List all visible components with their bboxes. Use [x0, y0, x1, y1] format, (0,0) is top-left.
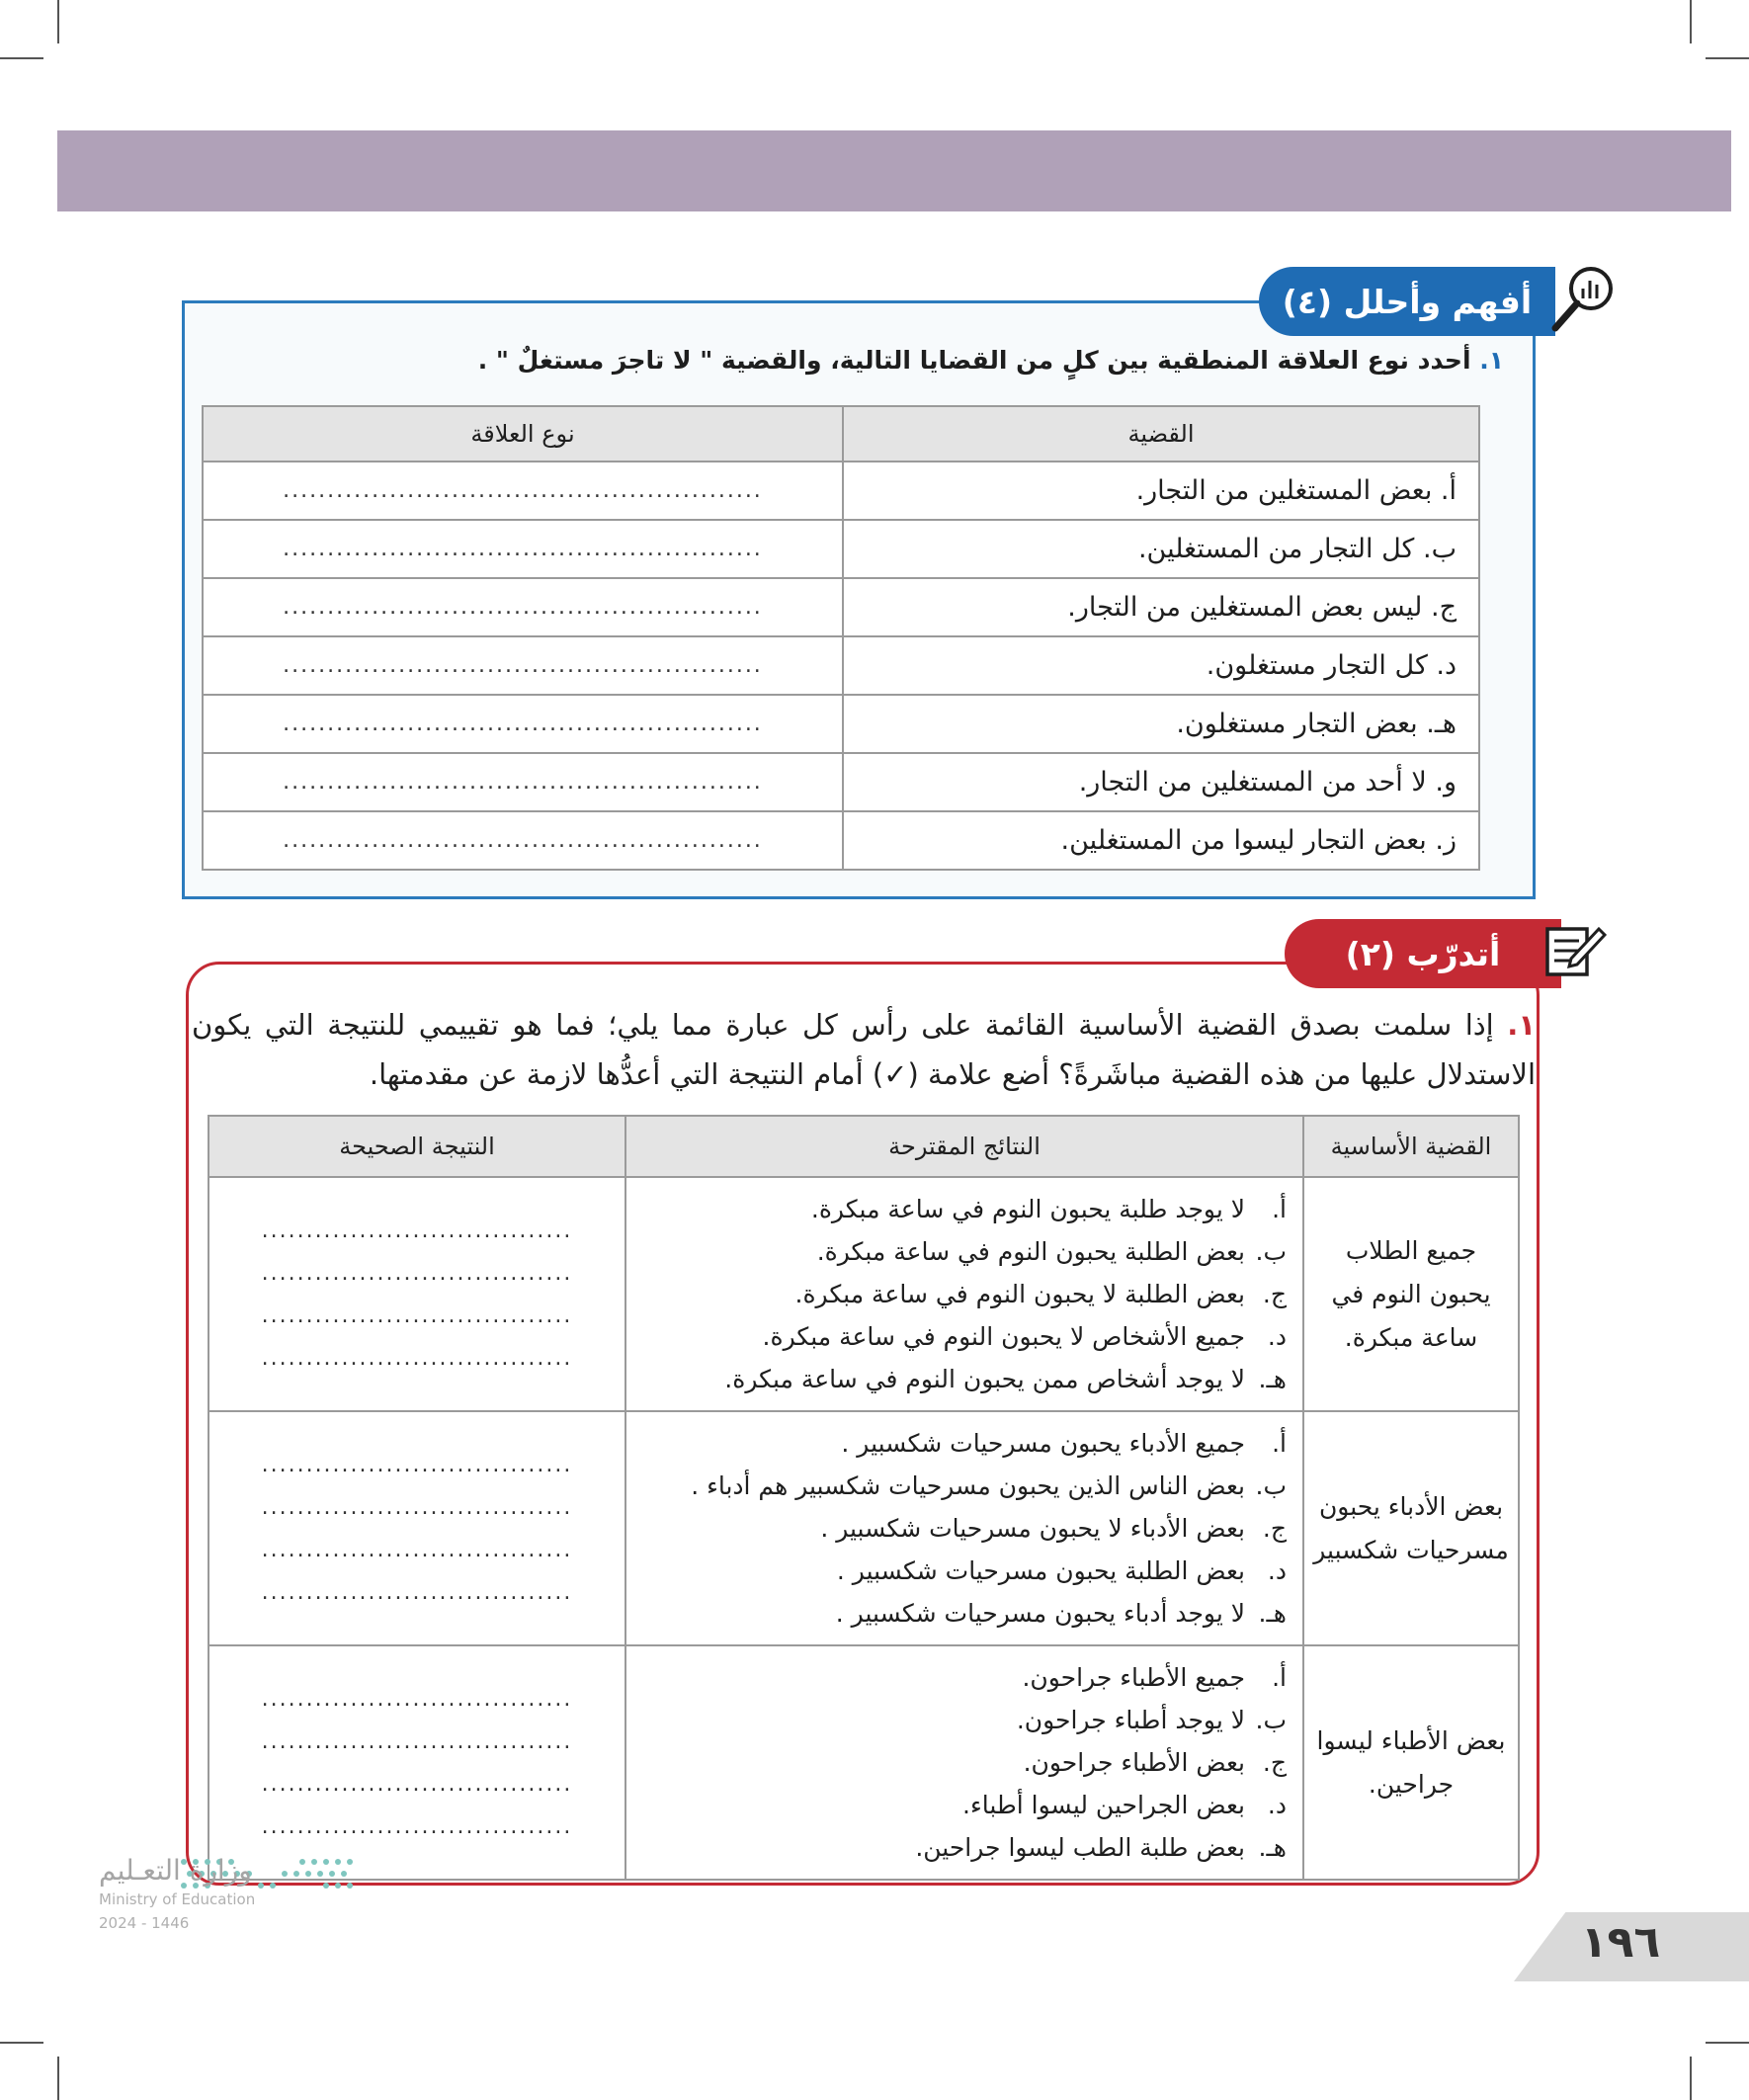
- crop-mark: [1706, 57, 1749, 59]
- option-text: جميع الأدباء يحبون مسرحيات شكسبير .: [841, 1429, 1245, 1458]
- answer-line[interactable]: ...................................: [261, 1813, 573, 1839]
- answer-line[interactable]: ...................................: [261, 1218, 573, 1243]
- option-letter: ج.: [1262, 1514, 1287, 1543]
- option-item[interactable]: [642, 1699, 1287, 1741]
- table-row: [208, 1411, 1519, 1645]
- proposition-cell: ز. بعض التجار ليسوا من المستغلين.: [843, 811, 1479, 870]
- proposition-cell: هـ. بعض التجار مستغلون.: [843, 695, 1479, 753]
- answer-line[interactable]: ...................................: [261, 1728, 573, 1754]
- proposition-cell: أ. بعض المستغلين من التجار.: [843, 462, 1479, 520]
- option-item[interactable]: [642, 1358, 1287, 1400]
- question-number: ١.: [1479, 346, 1504, 375]
- option-letter: ب.: [1255, 1471, 1287, 1500]
- option-item[interactable]: [642, 1550, 1287, 1592]
- answer-field[interactable]: ......................................................: [203, 753, 843, 811]
- option-letter: د.: [1267, 1791, 1287, 1819]
- relations-table: [202, 405, 1480, 871]
- option-letter: ج.: [1262, 1280, 1287, 1308]
- table-row: [203, 578, 1479, 636]
- question-2: [192, 1000, 1536, 1099]
- option-item[interactable]: [642, 1507, 1287, 1550]
- answer-cell: [208, 1177, 625, 1411]
- options-cell: [625, 1177, 1303, 1411]
- option-letter: هـ.: [1258, 1833, 1287, 1862]
- answer-field[interactable]: ......................................................: [203, 578, 843, 636]
- question-number: ١.: [1507, 1008, 1537, 1042]
- option-item[interactable]: [642, 1784, 1287, 1826]
- answer-line[interactable]: ...................................: [261, 1494, 573, 1520]
- magnifier-chart-icon: [1547, 259, 1619, 338]
- options-cell: [625, 1411, 1303, 1645]
- answer-field[interactable]: ......................................................: [203, 462, 843, 520]
- option-letter: د.: [1267, 1322, 1287, 1351]
- option-item[interactable]: [642, 1230, 1287, 1273]
- banner-title: أفهم وأحلل (٤): [1282, 282, 1533, 321]
- col-basic: القضية الأساسية: [1303, 1116, 1519, 1177]
- option-text: لا يوجد أشخاص ممن يحبون النوم في ساعة مبكرة.: [724, 1365, 1245, 1393]
- option-text: جميع الأشخاص لا يحبون النوم في ساعة مبكرة.: [762, 1322, 1245, 1351]
- option-text: بعض الناس الذين يحبون مسرحيات شكسبير هم أدباء .: [691, 1471, 1245, 1500]
- basic-proposition: بعض الأطباء ليسوا جراحين.: [1303, 1645, 1519, 1880]
- option-item[interactable]: [642, 1741, 1287, 1784]
- table-header-row: [203, 406, 1479, 462]
- col-proposed: النتائج المقترحة: [625, 1116, 1303, 1177]
- proposition-cell: ج. ليس بعض المستغلين من التجار.: [843, 578, 1479, 636]
- option-item[interactable]: [642, 1826, 1287, 1869]
- table-row: [203, 520, 1479, 578]
- options-cell: [625, 1645, 1303, 1880]
- crop-mark: [57, 2057, 59, 2100]
- option-text: لا يوجد أطباء جراحون.: [1016, 1706, 1245, 1734]
- answer-field[interactable]: ......................................................: [203, 520, 843, 578]
- option-item[interactable]: [642, 1188, 1287, 1230]
- table-header-row: [208, 1116, 1519, 1177]
- crop-mark: [1690, 2057, 1692, 2100]
- basic-proposition: جميع الطلاب يحبون النوم في ساعة مبكرة.: [1303, 1177, 1519, 1411]
- answer-line[interactable]: ...................................: [261, 1579, 573, 1605]
- answer-line[interactable]: ...................................: [261, 1686, 573, 1712]
- option-text: بعض الطلبة يحبون النوم في ساعة مبكرة.: [816, 1237, 1245, 1266]
- answer-field[interactable]: ......................................................: [203, 636, 843, 695]
- basic-proposition: بعض الأدباء يحبون مسرحيات شكسبير: [1303, 1411, 1519, 1645]
- col-relation: نوع العلاقة: [203, 406, 843, 462]
- answer-line[interactable]: ...................................: [261, 1302, 573, 1328]
- answer-line[interactable]: ...................................: [261, 1771, 573, 1797]
- edition-year: 2024 - 1446: [99, 1914, 190, 1932]
- question-text: إذا سلمت بصدق القضية الأساسية القائمة على رأس كل عبارة مما يلي؛ فما هو تقييمي للنتيجة التي يكون الاستدلال عليها من هذه القضية مباشَرةً؟ أضع علامة (✓) أمام النتيجة التي أعدُّها لازمة عن مقدمتها.: [192, 1008, 1536, 1091]
- option-letter: ج.: [1262, 1748, 1287, 1777]
- header-band: [57, 130, 1731, 211]
- option-text: جميع الأطباء جراحون.: [1022, 1663, 1245, 1692]
- option-letter: ب.: [1255, 1706, 1287, 1734]
- option-item[interactable]: [642, 1315, 1287, 1358]
- option-text: بعض الطلبة يحبون مسرحيات شكسبير .: [836, 1556, 1245, 1585]
- option-item[interactable]: [642, 1422, 1287, 1465]
- option-letter: ب.: [1255, 1237, 1287, 1266]
- understand-analyze-banner: [1259, 267, 1555, 336]
- answer-cell: [208, 1411, 625, 1645]
- crop-mark: [0, 2042, 43, 2044]
- option-item[interactable]: [642, 1465, 1287, 1507]
- banner-title: أتدرّب (٢): [1345, 934, 1501, 973]
- answer-line[interactable]: ...................................: [261, 1345, 573, 1371]
- col-correct: النتيجة الصحيحة: [208, 1116, 625, 1177]
- inference-table: [208, 1115, 1520, 1881]
- answer-field[interactable]: ......................................................: [203, 811, 843, 870]
- option-letter: أ.: [1272, 1663, 1287, 1692]
- option-text: بعض الجراحين ليسوا أطباء.: [962, 1791, 1245, 1819]
- answer-line[interactable]: ...................................: [261, 1260, 573, 1286]
- option-text: لا يوجد طلبة يحبون النوم في ساعة مبكرة.: [810, 1195, 1245, 1223]
- table-row: [208, 1177, 1519, 1411]
- table-row: [208, 1645, 1519, 1880]
- proposition-cell: و. لا أحد من المستغلين من التجار.: [843, 753, 1479, 811]
- table-row: [203, 695, 1479, 753]
- answer-line[interactable]: ...................................: [261, 1452, 573, 1477]
- answer-line[interactable]: ...................................: [261, 1537, 573, 1562]
- ministry-name-en: Ministry of Education: [99, 1890, 256, 1908]
- answer-field[interactable]: ......................................................: [203, 695, 843, 753]
- option-text: بعض الأطباء جراحون.: [1023, 1748, 1245, 1777]
- ministry-logo: [99, 1854, 356, 1932]
- option-letter: هـ.: [1258, 1599, 1287, 1628]
- col-proposition: القضية: [843, 406, 1479, 462]
- answer-cell: [208, 1645, 625, 1880]
- option-letter: د.: [1267, 1556, 1287, 1585]
- option-item[interactable]: [642, 1592, 1287, 1635]
- option-item[interactable]: [642, 1656, 1287, 1699]
- proposition-cell: د. كل التجار مستغلون.: [843, 636, 1479, 695]
- ministry-name-ar: وزارة التعـليم: [99, 1854, 252, 1887]
- option-text: بعض الطلبة لا يحبون النوم في ساعة مبكرة.: [794, 1280, 1245, 1308]
- practice-banner: [1285, 919, 1561, 988]
- option-letter: أ.: [1272, 1195, 1287, 1223]
- option-letter: هـ.: [1258, 1365, 1287, 1393]
- pencil-notes-icon: [1541, 919, 1607, 984]
- table-row: [203, 753, 1479, 811]
- option-item[interactable]: [642, 1273, 1287, 1315]
- question-1: [478, 346, 1504, 375]
- crop-mark: [0, 57, 43, 59]
- crop-mark: [1690, 0, 1692, 43]
- crop-mark: [1706, 2042, 1749, 2044]
- question-text: أحدد نوع العلاقة المنطقية بين كلٍ من القضايا التالية، والقضية " لا تاجرَ مستغلٌ " .: [477, 346, 1471, 375]
- crop-mark: [57, 0, 59, 43]
- proposition-cell: ب. كل التجار من المستغلين.: [843, 520, 1479, 578]
- table-row: [203, 811, 1479, 870]
- page-number: ١٩٦: [1580, 1917, 1661, 1968]
- table-row: [203, 636, 1479, 695]
- option-text: بعض الأدباء لا يحبون مسرحيات شكسبير .: [820, 1514, 1245, 1543]
- table-row: [203, 462, 1479, 520]
- option-text: لا يوجد أدباء يحبون مسرحيات شكسبير .: [835, 1599, 1245, 1628]
- option-letter: أ.: [1272, 1429, 1287, 1458]
- option-text: بعض طلبة الطب ليسوا جراحين.: [915, 1833, 1245, 1862]
